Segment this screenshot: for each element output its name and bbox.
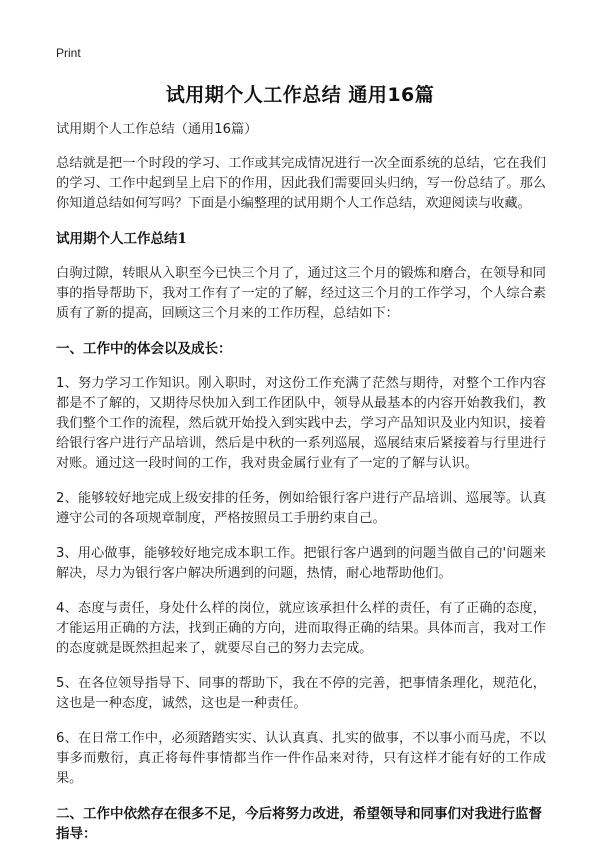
list-item: 5、在各位领导指导下、同事的帮助下，我在不停的完善，把事情条理化，规范化，这也是一种态度，诚然，这也是一种责任。: [56, 676, 546, 711]
print-label[interactable]: Print: [56, 46, 81, 60]
intro-paragraph: 总结就是把一个时段的学习、工作或其完成情况进行一次全面系统的总结，它在我们的学习、工作中起到呈上启下的作用，因此我们需要回头归纳，写一份总结了。那么你知道总结如何写吗？下面是小编整理的试用期个人工作总结，欢迎阅读与收藏。: [56, 156, 546, 211]
document-body: [56, 120, 546, 859]
document-subtitle: 试用期个人工作总结（通用16篇）: [56, 122, 258, 137]
article-intro-paragraph: 白驹过隙，转眼从入职至今已快三个月了，通过这三个月的锻炼和磨合，在领导和同事的指导帮助下，我对工作有了一定的了解，经过这三个月的工作学习，个人综合素质有了新的提高，回顾这三个月来的工作历程，总结如下：: [56, 266, 546, 321]
article-heading: 试用期个人工作总结1: [56, 231, 187, 247]
list-item: 2、能够较好地完成上级安排的任务，例如给银行客户进行产品培训、巡展等。认真遵守公司的各项规章制度，严格按照员工手册约束自己。: [56, 491, 546, 526]
list-item: 6、在日常工作中，必须踏踏实实、认认真真、扎实的做事，不以事小而马虎，不以事多而敷衍，真正将每件事情都当作一件作品来对待，只有这样才能有好的工作成果。: [56, 731, 546, 786]
list-item: 3、用心做事，能够较好地完成本职工作。把银行客户遇到的问题当做自己的'问题来解决，尽力为银行客户解决所遇到的问题，热情，耐心地帮助他们。: [56, 546, 546, 581]
list-item: 4、态度与责任，身处什么样的岗位，就应该承担什么样的责任，有了正确的态度，才能运用正确的方法，找到正确的方向，进而取得正确的结果。具体而言，我对工作的态度就是既然担起来了，就要尽自己的努力去完成。: [56, 601, 546, 656]
section-heading-1: 一、工作中的体会以及成长：: [56, 341, 232, 357]
section-heading-2: 二、工作中依然存在很多不足，今后将努力改进，希望领导和同事们对我进行监督指导：: [56, 806, 542, 842]
page-title: 试用期个人工作总结 通用16篇: [165, 84, 435, 106]
list-item: 1、努力学习工作知识。刚入职时，对这份工作充满了茫然与期待，对整个工作内容都是不了解的，又期待尽快加入到工作团队中，领导从最基本的内容开始教我们，教我们整个工作的流程，然后就开始投入到实践中去，学习产品知识及业内知识，接着给银行客户进行产品培训，然后是中秋的一系列巡展，巡展结束后紧接着与行里进行对账。通过这一段时间的工作，我对贵金属行业有了一定的了解与认识。: [56, 376, 546, 471]
